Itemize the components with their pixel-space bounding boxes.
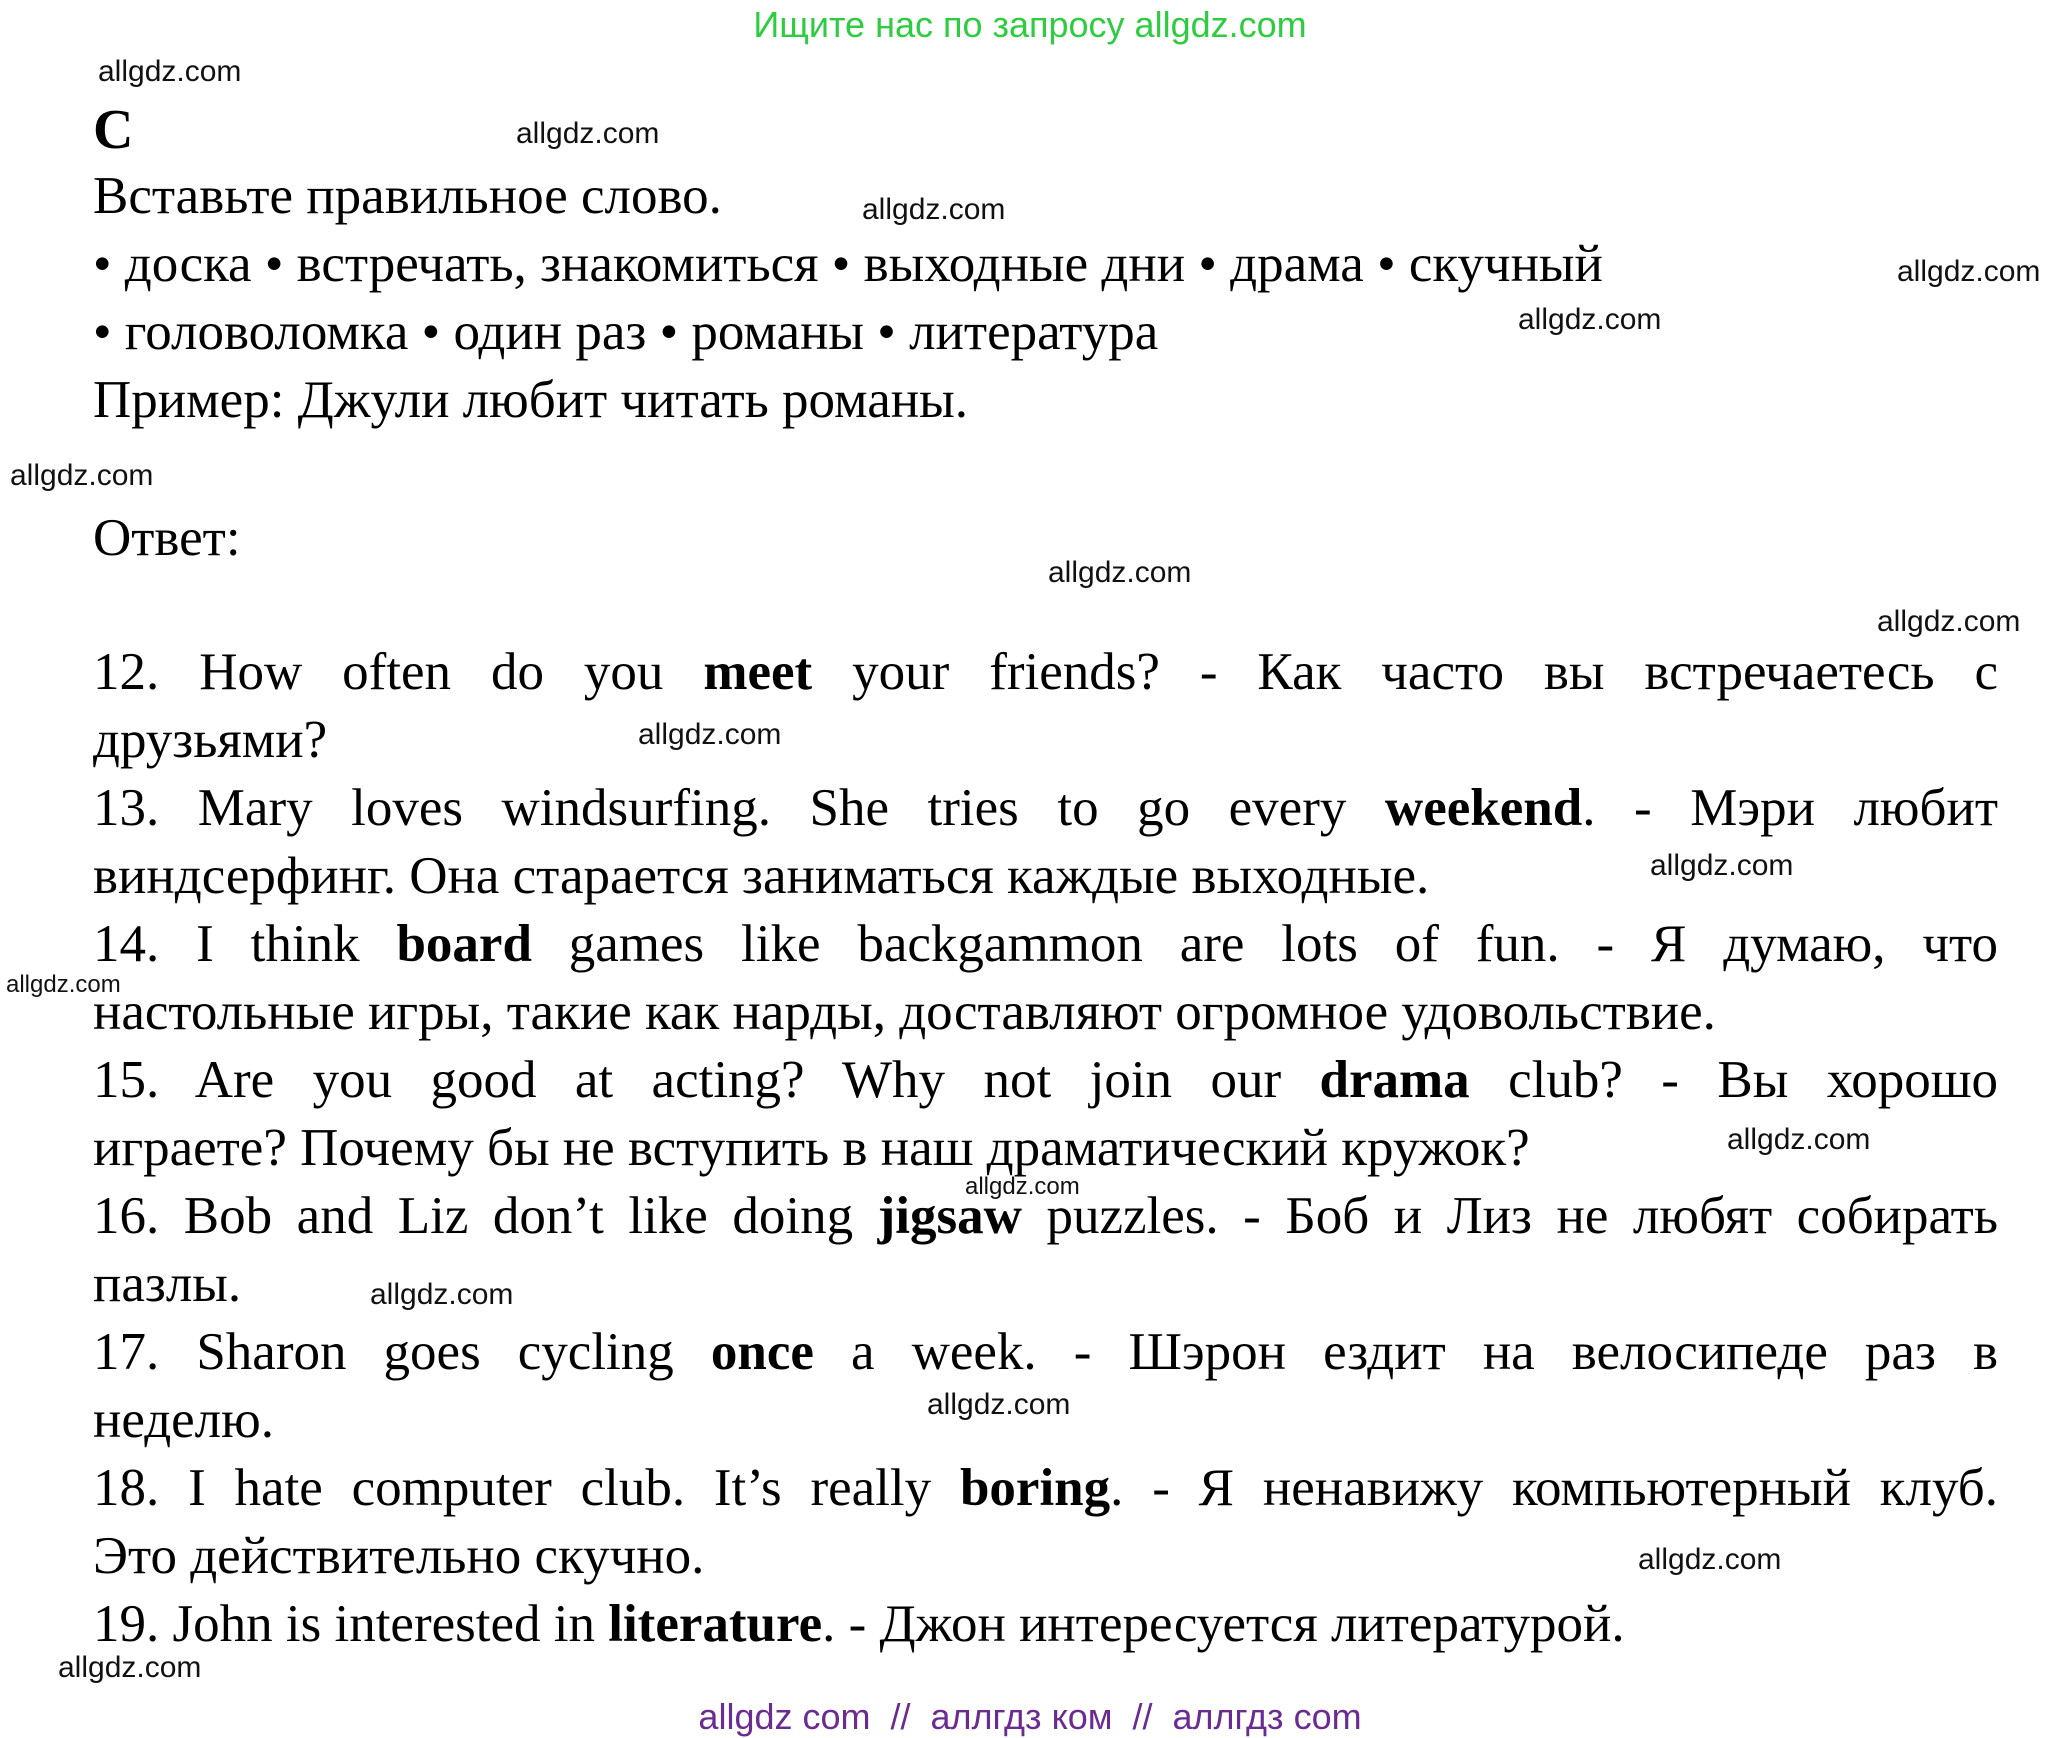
answer-18: 18. I hate computer club. It’s really boring. - Я ненавижу компьютерный клуб.: [93, 1459, 1999, 1517]
word-list-line-2: • головоломка • один раз • романы • литература: [93, 303, 1159, 361]
watermark: allgdz.com: [516, 117, 660, 150]
answer-16: 16. Bob and Liz don’t like doing jigsaw puzzles. - Боб и Лиз не любят собирать: [93, 1187, 1999, 1245]
answer-16-cont: пазлы.: [93, 1255, 242, 1313]
answer-14-cont: настольные игры, такие как нарды, доставляют огромное удовольствие.: [93, 983, 1716, 1041]
watermark: allgdz.com: [1650, 849, 1794, 882]
watermark: allgdz.com: [862, 193, 1006, 226]
answer-19: 19. John is interested in literature. - Джон интересуется литературой.: [93, 1595, 1625, 1653]
answer-13-cont: виндсерфинг. Она старается заниматься каждые выходные.: [93, 847, 1430, 905]
word-list-line-1: • доска • встречать, знакомиться • выходные дни • драма • скучный: [93, 235, 1603, 293]
answer-15: 15. Are you good at acting? Why not join our drama club? - Вы хорошо: [93, 1051, 1999, 1109]
watermark: allgdz.com: [927, 1388, 1071, 1421]
footer-watermark: allgdz com // аллгдз ком // аллгдз com: [698, 1696, 1362, 1737]
answer-word: drama: [1319, 1051, 1470, 1109]
answer-18-cont: Это действительно скучно.: [93, 1527, 705, 1585]
watermark: allgdz.com: [370, 1278, 514, 1311]
watermark: allgdz.com: [58, 1651, 202, 1684]
watermark: allgdz.com: [1518, 303, 1662, 336]
answer-word: jigsaw: [877, 1187, 1022, 1245]
answer-word: literature: [608, 1595, 823, 1653]
answer-13: 13. Mary loves windsurfing. She tries to go every weekend. - Мэри любит: [93, 779, 1999, 837]
answer-17-cont: неделю.: [93, 1391, 274, 1449]
example-sentence: Пример: Джули любит читать романы.: [93, 371, 968, 429]
answer-12-cont: друзьями?: [93, 711, 328, 769]
answer-15-cont: играете? Почему бы не вступить в наш драматический кружок?: [93, 1119, 1530, 1177]
watermark: allgdz.com: [638, 718, 782, 751]
instruction: Вставьте правильное слово.: [93, 167, 722, 225]
answer-17: 17. Sharon goes cycling once a week. - Шэрон ездит на велосипеде раз в: [93, 1323, 1998, 1381]
answer-word: meet: [703, 643, 813, 701]
watermark: allgdz.com: [1897, 255, 2041, 288]
watermark: allgdz.com: [10, 459, 154, 492]
watermark: allgdz.com: [1877, 605, 2021, 638]
exercise-letter: C: [93, 99, 134, 161]
answer-label: Ответ:: [93, 509, 241, 567]
watermark: allgdz.com: [1727, 1123, 1871, 1156]
answer-word: board: [396, 915, 532, 973]
watermark: allgdz.com: [1638, 1543, 1782, 1576]
watermark: allgdz.com: [98, 55, 242, 88]
watermark: allgdz.com: [6, 971, 121, 998]
watermark: allgdz.com: [965, 1173, 1080, 1200]
answer-14: 14. I think board games like backgammon are lots of fun. - Я думаю, что: [93, 915, 1998, 973]
answer-word: once: [710, 1323, 814, 1381]
watermark: allgdz.com: [1048, 556, 1192, 589]
top-banner: Ищите нас по запросу allgdz.com: [753, 4, 1307, 45]
answer-12: 12. How often do you meet your friends? - Как часто вы встречаетесь с: [93, 643, 1999, 701]
answer-word: boring: [959, 1459, 1111, 1517]
answer-word: weekend: [1384, 779, 1583, 837]
